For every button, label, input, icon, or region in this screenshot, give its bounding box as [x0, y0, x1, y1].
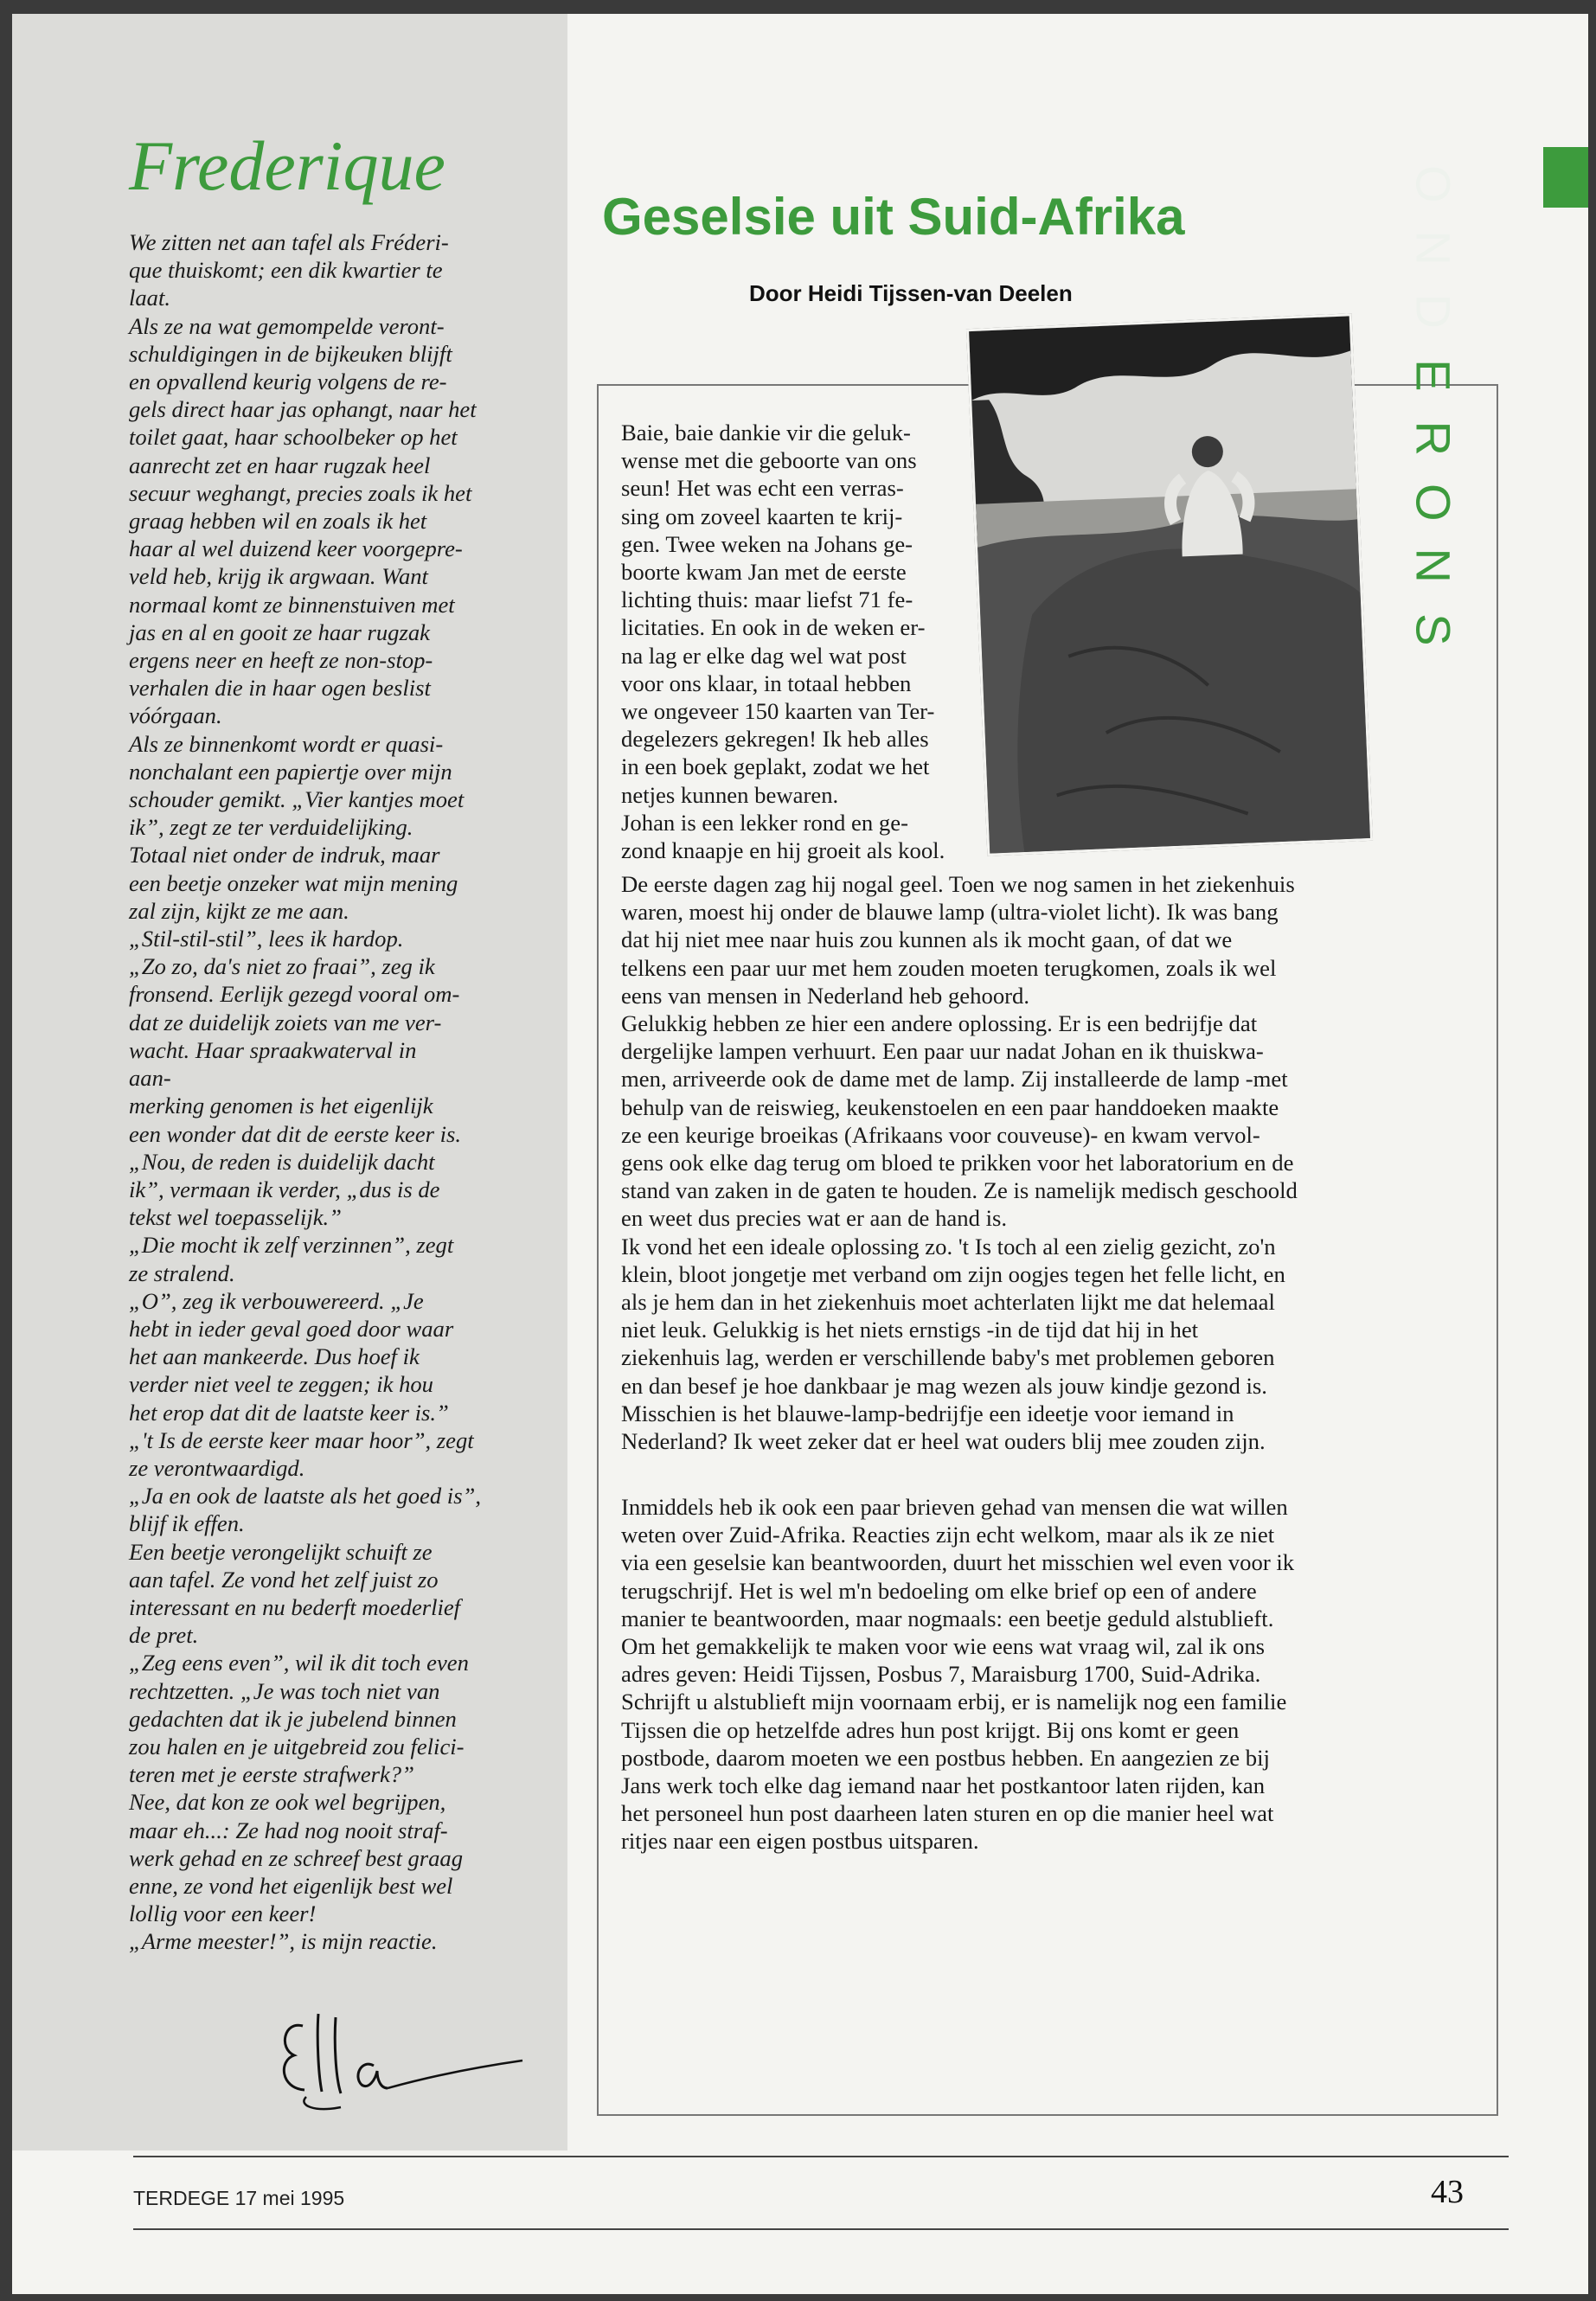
column-text-line: Een beetje verongelijkt schuift ze [129, 1538, 433, 1565]
accent-bar [1543, 147, 1588, 208]
column-text-line: „Zeg eens even”, wil ik dit toch even [129, 1650, 469, 1676]
column-text-line: verder niet veel te zeggen; ik hou [129, 1371, 433, 1398]
column-panel [12, 14, 567, 2150]
column-text-line: graag hebben wil en zoals ik het [129, 508, 427, 535]
column-text-line: verhalen die in haar ogen beslist [129, 675, 431, 702]
article-line: als je hem dan in het ziekenhuis moet achterlaten lijkt me dat helemaal [621, 1289, 1275, 1316]
article-line: netjes kunnen bewaren. [621, 781, 839, 808]
column-text-line: We zitten net aan tafel als Fréderi- [129, 229, 449, 255]
article-line: Tijssen die op hetzelfde adres hun post krijgt. Bij ons komt er geen [621, 1716, 1240, 1743]
section-label-letter: S [1406, 612, 1461, 645]
article-line: adres geven: Heidi Tijssen, Posbus 7, Maraisburg 1700, Suid-Adrika. [621, 1661, 1261, 1688]
article-line: boorte kwam Jan met de eerste [621, 559, 907, 586]
column-text-line: aan- [129, 1065, 171, 1092]
article-line: Baie, baie dankie vir die geluk- [621, 420, 911, 445]
column-text-line: „Zo zo, da's niet zo fraai”, zeg ik [129, 953, 435, 980]
column-text-line: schuldigingen in de bijkeuken blijft [129, 340, 452, 367]
article-line: lichting thuis: maar liefst 71 fe- [621, 586, 913, 613]
column-text-line: werk gehad en ze schreef best graag [129, 1844, 464, 1871]
article-line: men, arriveerde ook de dame met de lamp. Zij installeerde de lamp -met [621, 1066, 1288, 1093]
article-line: waren, moest hij onder de blauwe lamp (ultra-violet licht). Ik was bang [621, 899, 1279, 926]
column-text-line: „Stil-stil-stil”, lees ik hardop. [129, 926, 404, 952]
column-text-line: ik”, zegt ze ter verduidelijking. [129, 814, 413, 841]
article-photo [966, 313, 1373, 856]
article-line: degelezers gekregen! Ik heb alles [621, 726, 929, 753]
column-text-line: haar al wel duizend keer voorgepre- [129, 535, 463, 562]
column-text-line: que thuiskomt; een dik kwartier te [129, 257, 443, 284]
section-label-letter: O [1406, 483, 1461, 522]
footer-issue: TERDEGE 17 mei 1995 [133, 2187, 345, 2209]
column-text-line: teren met je eerste strafwerk?” [129, 1761, 414, 1788]
column-text-line: aanrecht zet en haar rugzak heel [129, 452, 431, 478]
column-text-line: een beetje onzeker wat mijn mening [129, 869, 458, 896]
article-body-continued [621, 1493, 1469, 1856]
section-label-letter: R [1406, 420, 1461, 456]
article-line: ritjes naar een eigen postbus uitsparen. [621, 1828, 979, 1855]
column-text-line: „Die mocht ik zelf verzinnen”, zegt [129, 1232, 454, 1259]
column-text-line: fronsend. Eerlijk gezegd vooral om- [129, 981, 460, 1008]
column-text-line: het erop dat dit de laatste keer is.” [129, 1399, 449, 1426]
column-text-line: „O”, zeg ik verbouwereerd. „Je [129, 1287, 424, 1314]
column-text-line: de pret. [129, 1622, 199, 1649]
article-line: ziekenhuis lag, werden er verschillende baby's met problemen geboren [621, 1344, 1275, 1371]
column-text-line: enne, ze vond het eigenlijk best wel [129, 1872, 453, 1899]
footer-rule-top [133, 2156, 1509, 2157]
article-line: sing om zoveel kaarten te krij- [621, 503, 903, 529]
section-label-vertical [1396, 152, 1470, 661]
article-line: postbode, daarom moeten we een postbus hebben. En aangezien ze bij [621, 1744, 1270, 1771]
article-line: klein, bloot jongetje met verband om zijn oogjes tegen het felle licht, en [621, 1260, 1285, 1287]
article-line: Johan is een lekker rond en ge- [621, 809, 908, 836]
photo-illustration [969, 316, 1370, 853]
article-line: zond knaapje en hij groeit als kool. [621, 837, 945, 864]
article-line: na lag er elke dag wel wat post [621, 642, 907, 669]
column-text-line: maar eh...: Ze had nog nooit straf- [129, 1817, 448, 1843]
article-line: Ik vond het een ideale oplossing zo. 't Is toch al een zielig gezicht, zo'n [621, 1233, 1276, 1259]
column-text-line: dat ze duidelijk zoiets van me ver- [129, 1009, 442, 1035]
section-label-letter: N [1406, 548, 1461, 583]
column-text-line: tekst wel toepasselijk.” [129, 1204, 342, 1231]
article-line: licitaties. En ook in de weken er- [621, 614, 926, 641]
article-line: dergelijke lampen verhuurt. Een paar uur nadat Johan en ik thuiskwa- [621, 1038, 1264, 1065]
article-byline: Door Heidi Tijssen-van Deelen [749, 280, 1073, 306]
article-line: Gelukkig hebben ze hier een andere oplossing. Er is een bedrijfje dat [621, 1010, 1258, 1037]
column-text-line: jas en al en gooit ze haar rugzak [129, 619, 430, 645]
article-line: en weet dus precies wat er aan de hand is. [621, 1205, 1008, 1232]
article-body [621, 870, 1469, 1455]
article-line: in een boek geplakt, zodat we het [621, 753, 930, 780]
column-text-line: een wonder dat dit de eerste keer is. [129, 1120, 462, 1147]
column-text-line: rechtzetten. „Je was toch niet van [129, 1677, 440, 1704]
footer-rule-bottom [133, 2228, 1509, 2230]
column-text-line: secuur weghangt, precies zoals ik het [129, 479, 472, 506]
section-label-letter: N [1406, 230, 1461, 266]
column-text-line: het aan mankeerde. Dus hoef ik [129, 1343, 420, 1370]
column-text-line: wacht. Haar spraakwaterval in [129, 1036, 417, 1063]
column-text-line: laat. [129, 285, 171, 311]
column-title: Frederique [129, 126, 445, 205]
article-line: Nederland? Ik weet zeker dat er heel wat ouders blij mee zouden zijn. [621, 1428, 1266, 1455]
article-line: Om het gemakkelijk te maken voor wie eens wat vraag wil, zal ik ons [621, 1633, 1266, 1660]
column-text-line: en opvallend keurig volgens de re- [129, 369, 447, 395]
column-text-line: „'t Is de eerste keer maar hoor”, zegt [129, 1426, 474, 1453]
article-line: Schrijft u alstublieft mijn voornaam erbij, er is namelijk nog een familie [621, 1689, 1287, 1715]
column-text-line: „Nou, de reden is duidelijk dacht [129, 1148, 435, 1175]
column-text-line: Als ze na wat gemompelde veront- [129, 312, 445, 339]
article-line: niet leuk. Gelukkig is het niets ernstigs -in de tijd dat hij in het [621, 1317, 1199, 1343]
column-text-line: zal zijn, kijkt ze me aan. [129, 897, 349, 924]
section-label-letter: D [1406, 293, 1461, 329]
column-text-line: Als ze binnenkomt wordt er quasi- [129, 730, 444, 757]
column-text-line: merking genomen is het eigenlijk [129, 1093, 433, 1119]
column-text-line: „Ja en ook de laatste als het goed is”, [129, 1483, 481, 1509]
column-text-line: schouder gemikt. „Vier kantjes moet [129, 786, 465, 813]
article-line: seun! Het was echt een verras- [621, 475, 904, 502]
article-line: Jans werk toch elke dag iemand naar het postkantoor laten rijden, kan [621, 1772, 1266, 1799]
column-text-line: nonchalant een papiertje over mijn [129, 758, 452, 785]
column-text-line: gedachten dat ik je jubelend binnen [129, 1705, 457, 1732]
column-text-line: aan tafel. Ze vond het zelf juist zo [129, 1566, 439, 1593]
column-text-line: ergens neer en heeft ze non-stop- [129, 647, 433, 674]
column-text-line: toilet gaat, haar schoolbeker op het [129, 424, 458, 451]
article-line: wense met die geboorte van ons [621, 447, 917, 474]
column-text-line: „Arme meester!”, is mijn reactie. [129, 1928, 438, 1955]
article-line: manier te beantwoorden, maar nogmaals: een beetje geduld alstublieft. [621, 1605, 1274, 1631]
column-text-line: vóórgaan. [129, 702, 222, 729]
article-intro [621, 419, 984, 864]
article-line: we ongeveer 150 kaarten van Ter- [621, 698, 935, 725]
column-text-line: normaal komt ze binnenstuiven met [129, 591, 455, 618]
page-number: 43 [1431, 2174, 1464, 2210]
article-line: dat hij niet mee naar huis zou kunnen als ik mocht gaan, of dat we [621, 926, 1233, 953]
article-line: het personeel hun post daarheen laten sturen en op die manier heel wat [621, 1800, 1274, 1827]
column-text-line: gels direct haar jas ophangt, naar het [129, 396, 477, 423]
column-text-line: ze verontwaardigd. [129, 1454, 305, 1481]
article-line: stand van zaken in de gaten te houden. Ze is namelijk medisch geschoold [621, 1177, 1298, 1204]
magazine-page [12, 14, 1588, 2294]
column-text-line: Nee, dat kon ze ook wel begrijpen, [129, 1789, 446, 1816]
column-text-line: ze stralend. [129, 1259, 235, 1286]
article-line: ze een keurige broeikas (Afrikaans voor couveuse)- en kwam vervol- [621, 1121, 1260, 1148]
column-text-line: hebt in ieder geval goed door waar [129, 1315, 454, 1342]
article-line: terugschrijf. Het is wel m'n bedoeling om elke brief op een of andere [621, 1577, 1257, 1604]
article-line: gens ook elke dag terug om bloed te prikken voor het laboratorium en de [621, 1150, 1294, 1176]
article-line: voor ons klaar, in totaal hebben [621, 670, 912, 696]
article-headline: Geselsie uit Suid-Afrika [602, 188, 1185, 246]
article-line: gen. Twee weken na Johans ge- [621, 530, 913, 557]
article-line: behulp van de reiswieg, keukenstoelen en een paar handdoeken maakte [621, 1093, 1279, 1120]
article-line: via een geselsie kan beantwoorden, duurt het misschien wel even voor ik [621, 1549, 1295, 1576]
column-text-line: Totaal niet onder de indruk, maar [129, 842, 440, 868]
article-line: De eerste dagen zag hij nogal geel. Toen we nog samen in het ziekenhuis [621, 871, 1295, 897]
article-line: Inmiddels heb ik ook een paar brieven gehad van mensen die wat willen [621, 1494, 1288, 1520]
article-line: eens van mensen in Nederland heb gehoord. [621, 982, 1030, 1009]
column-text-line: ik”, vermaan ik verder, „dus is de [129, 1176, 440, 1202]
column-text-line: interessant en nu bederft moederlief [129, 1593, 461, 1620]
column-text [129, 228, 535, 1956]
column-text-line: lollig voor een keer! [129, 1900, 317, 1927]
article-line: telkens een paar uur met hem zouden moeten terugkomen, zoals ik wel [621, 954, 1277, 981]
section-label-letter: E [1406, 358, 1461, 391]
column-text-line: blijf ik effen. [129, 1510, 245, 1537]
section-label-letter: O [1406, 164, 1461, 203]
signature [272, 2003, 531, 2116]
column-text-line: veld heb, krijg ik argwaan. Want [129, 563, 428, 590]
article-line: Misschien is het blauwe-lamp-bedrijfje een ideetje voor iemand in [621, 1400, 1234, 1426]
article-line: en dan besef je hoe dankbaar je mag wezen als jouw kindje gezond is. [621, 1372, 1267, 1399]
column-text-line: zou halen en je uitgebreid zou felici- [129, 1733, 465, 1759]
article-line: weten over Zuid-Afrika. Reacties zijn echt welkom, maar als ik ze niet [621, 1522, 1275, 1548]
